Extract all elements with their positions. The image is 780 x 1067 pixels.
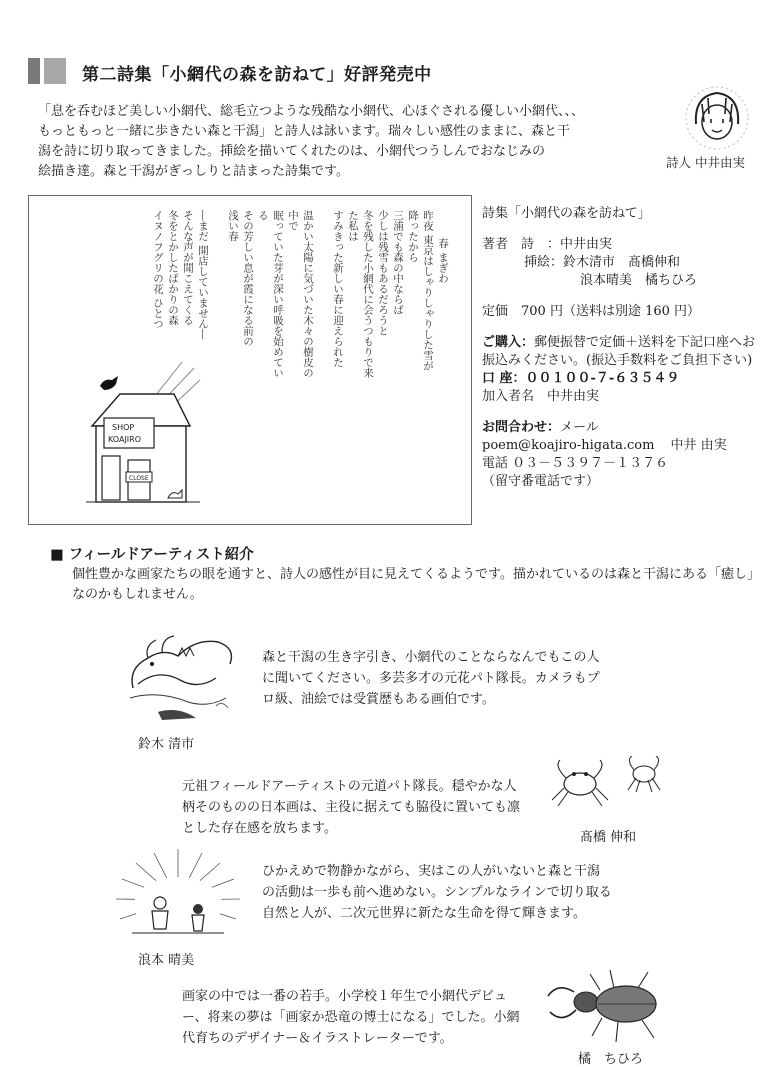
account-holder: 加入者名 中井由実 [482, 389, 600, 404]
poem-line: 少しは残雪もあるだろうと [377, 210, 389, 336]
shop-illustration [82, 360, 202, 510]
intro-line: 「息を呑むほど美しい小網代、総毛立つような残酷な小網代、心ほぐされる優しい小網代、、、 [38, 104, 585, 119]
poem-line: 昨夜 東京はしゃりしゃりした雪が降ったから [407, 210, 434, 371]
beetle-illustration [538, 966, 668, 1046]
phone: 電話 ０３－５３９７－１３７６ [482, 456, 669, 471]
illustrator-line: 挿絵：鈴木清市 髙橋伸和 [524, 255, 681, 270]
purchase-text: 郵便振替で定価＋送料を下記口座へお振込みください。(振込手数料をご負担下さい) [482, 335, 756, 368]
page-title: 第二詩集「小網代の森を訪ねて」好評発売中 [82, 65, 432, 85]
title-marker-light [44, 58, 66, 84]
poem-title: 春 まぎわ [437, 238, 449, 284]
poem-line: その芳しい息が霞になる前の [242, 210, 254, 347]
poem-line: 冬をとかしたばかりの森 [167, 210, 179, 326]
sun-figures-illustration [112, 845, 244, 945]
section-lead: 個性豊かな画家たちの眼を通すと、詩人の感性が目に見えてくるようです。描かれているのは森と干潟にある「癒し」なのかもしれません。 [72, 567, 760, 602]
poem-line: 浅い春 [227, 210, 239, 242]
book-info [482, 205, 767, 491]
intro-line: 潟を詩に切り取ってきました。挿絵を描いてくれたのは、小網代つうしんでおなじみの [38, 144, 546, 159]
poem-line: 三浦でも森の中ならば [392, 210, 404, 315]
artist-bio: ひかえめで物静かながら、実はこの人がいないと森と干潟の活動は一歩も前へ進めない。シンプルなラインで切り取る自然と人が、二次元世界に新たな生命を得て輝きます。 [262, 864, 612, 921]
intro-line: 絵描き達。森と干潟がぎっしりと詰まった詩集です。 [38, 164, 349, 179]
artist-name: 鈴木 清市 [138, 737, 195, 752]
poem-line: すみきった新しい春に迎えられた [332, 210, 344, 368]
shop-sign-line-2: KOAJIRO [108, 435, 142, 444]
poem-line: ―まだ 開店していません― [197, 210, 209, 340]
artist-bio: 画家の中では一番の若手。小学校１年生で小網代デビュー、将来の夢は「画家か恐竜の博士になる」でした。小網代育ちのデザイナー＆イラストレーターです。 [182, 989, 520, 1046]
email-contact-name: 中井 由実 [670, 438, 727, 453]
account-label: 口 座： [482, 371, 526, 386]
door-sign: CLOSE [129, 475, 149, 482]
poem-line: 冬を残した小網代に会うつもりで来た私は [347, 210, 374, 378]
price: 定価 700 円（送料は別途 160 円） [482, 304, 701, 319]
title-marker-dark [28, 58, 40, 84]
author-line: 著者 詩 ：中井由実 [482, 237, 613, 252]
email-address[interactable]: poem@koajiro-higata.com [482, 438, 655, 453]
section-heading: ■ フィールドアーティスト紹介 [50, 547, 254, 563]
poem-line [315, 210, 330, 380]
artist-bio: 森と干潟の生き字引き、小網代のことならなんでもこの人に聞いてください。多芸多才の元花パト隊長。カメラもプロ級、油絵では受賞歴もある画伯です。 [262, 650, 600, 707]
poem-line: そんな声が聞こえてくる [182, 210, 194, 326]
poem-text [150, 210, 450, 380]
poem-line: 温かい太陽に気づいた木々の樹皮の中で [287, 210, 314, 378]
intro-text [38, 102, 678, 182]
intro-line: もっともっと一緒に歩きたい森と干潟」と詩人は詠います。瑞々しい感性のままに、森と干 [38, 124, 570, 139]
contact-label: お問合わせ： [482, 420, 561, 435]
artist-name: 髙橋 伸和 [580, 830, 637, 845]
artist-name: 浪本 晴美 [138, 953, 195, 968]
illustrator-line-2: 浪本晴美 橘ちひろ [580, 273, 698, 288]
purchase-label: ご購入： [482, 335, 535, 350]
phone-note: （留守番電話です） [482, 474, 600, 489]
dragon-illustration [118, 628, 243, 728]
shop-sign-line-1: SHOP [112, 423, 135, 432]
contact-mail-label: メール [560, 420, 599, 435]
artist-bio: 元祖フィールドアーティストの元道パト隊長。穏やかな人柄そのものの日本画は、主役に据えても脇役に置いても凛とした存在感を放ちます。 [182, 779, 521, 836]
poet-caption: 詩人 中井由実 [666, 155, 745, 170]
poet-portrait-illustration [684, 84, 750, 152]
poem-line [210, 210, 225, 380]
account-number: ００１００‐７‐６３５４９ [525, 371, 680, 386]
poem-line: 眠っていた芽が深い呼吸を始めている [257, 210, 284, 378]
artist-name: 橘 ちひろ [578, 1052, 644, 1067]
crab-illustration [546, 756, 676, 824]
book-name: 詩集「小網代の森を訪ねて」 [482, 206, 651, 221]
poem-line: イヌノフグリの花 ひとつ [152, 210, 164, 329]
